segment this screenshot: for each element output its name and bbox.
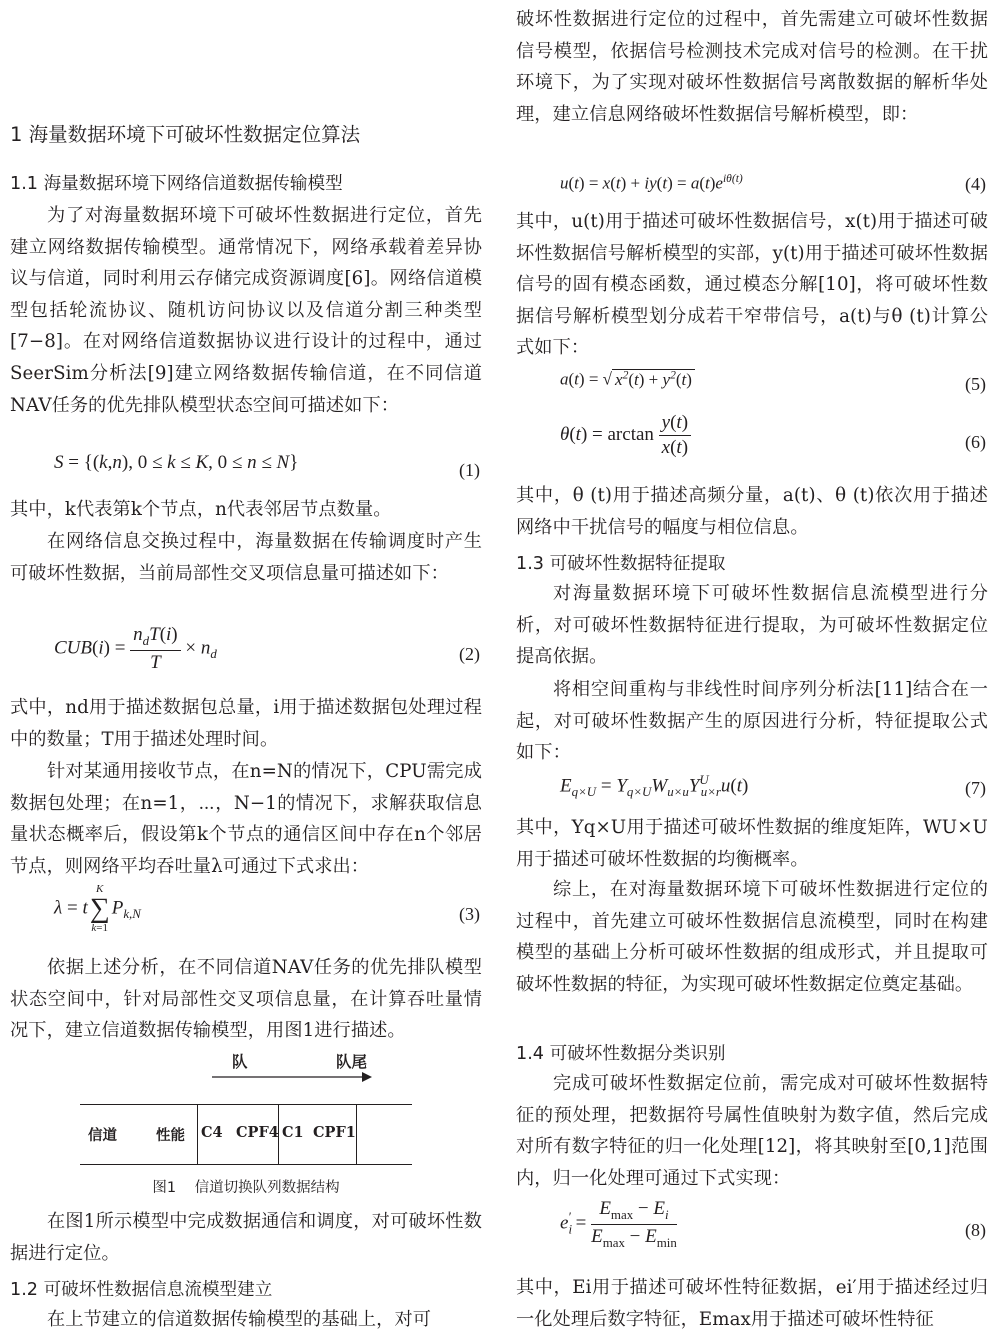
subsection-heading-1-3: 1.3 可破坏性数据特征提取 [516, 554, 726, 574]
paragraph-info-exchange: 在网络信息交换过程中，海量数据在传输调度时产生可破坏性数据，当前局部性交叉项信息量可描述如下： [10, 531, 482, 584]
table-cell-channel: 信道 [88, 1128, 117, 1144]
paragraph-channel-model-intro: 为了对海量数据环境下可破坏性数据进行定位，首先建立网络数据传输模型。通常情况下，网络承载着差异协议与信道，同时利用云存储完成资源调度[6]。网络信道模型包括轮流协议、随机访问协议以及信道分割三种类型[7−8]。在对网络信道数据协议进行设计的过程中，通过SeerSim分析法[9]建立网络数据传输信道，在不同信道NAV任务的优先排队模型状态空间可描述如下： [10, 205, 482, 416]
paragraph-phase-space: 将相空间重构与非线性时间序列分析法[11]结合在一起，对可破坏性数据产生的原因进行分析，特征提取公式如下： [516, 679, 988, 764]
equation-3 [10, 884, 482, 946]
subsection-heading-1-1: 1.1 海量数据环境下网络信道数据传输模型 [10, 174, 343, 194]
paragraph-info-flow-start: 在上节建立的信道数据传输模型的基础上，对可 [47, 1309, 432, 1330]
table-cell-cpf4: CPF4 [236, 1124, 279, 1141]
subsection-heading-1-2: 1.2 可破坏性数据信息流模型建立 [10, 1280, 273, 1300]
table-cell-c4: C4 [201, 1124, 223, 1141]
paragraph-throughput: 针对某通用接收节点，在n=N的情况下，CPU需完成数据包处理；在n=1，⋯，N−1的情况下，求解获取信息量状态概率后，假设第k个节点的通信区间中存在n个邻居节点，则网络平均吞吐量λ可通过下式求出： [10, 761, 482, 877]
table-divider [197, 1104, 198, 1164]
paragraph-eq1-explanation: 其中，k代表第k个节点，n代表邻居节点数量。 [10, 499, 392, 520]
table-divider [356, 1104, 357, 1164]
queue-tail-label: 队尾 [336, 1052, 368, 1071]
equation-8 [516, 1198, 988, 1264]
equation-4-formula: $u(t) = x(t) + iy(t) = a(t)e^{i\theta(t)}$ [560, 172, 743, 193]
table-cell-performance: 性能 [156, 1128, 185, 1144]
equation-1-number: (1) [459, 460, 480, 480]
equation-3-number: (3) [459, 904, 480, 924]
equation-1-formula: S = {(k,n), 0 ≤ k ≤ K, 0 ≤ n ≤ N} [54, 452, 299, 473]
queue-direction-arrow [212, 1070, 372, 1084]
table-cell-c1: C1 [282, 1124, 304, 1141]
equation-5-number: (5) [965, 374, 986, 394]
paragraph-eq8-explanation: 其中，Ei用于描述可破坏性特征数据，ei′用于描述经过归一化处理后数字特征，Emax用于描述可破坏性特征 [516, 1277, 988, 1330]
paragraph-summary: 综上，在对海量数据环境下可破坏性数据进行定位的过程中，首先建立可破坏性数据信息流模型，同时在构建模型的基础上分析可破坏性数据的组成形式，并且提取可破坏性数据的特征，为实现可破坏性数据定位奠定基础。 [516, 879, 988, 995]
equation-7-number: (7) [965, 778, 986, 798]
paragraph-build-model: 依据上述分析，在不同信道NAV任务的优先排队模型状态空间中，针对局部性交叉项信息量，在计算吞吐量情况下，建立信道数据传输模型，用图1进行描述。 [10, 957, 482, 1042]
subsection-heading-1-4: 1.4 可破坏性数据分类识别 [516, 1044, 726, 1064]
table-cell-cpf1: CPF1 [313, 1124, 356, 1141]
equation-4 [516, 172, 988, 202]
paragraph-eq2-explanation: 式中，nd用于描述数据包总量，i用于描述数据包处理过程中的数量；T用于描述处理时间。 [10, 697, 482, 750]
equation-4-number: (4) [965, 174, 986, 194]
equation-7 [516, 772, 988, 806]
left-column [10, 0, 482, 1342]
equation-8-formula: $e_i'$ = $\frac{E_{max} - E_i}{E_{max} - E_{min}}$ [560, 1198, 677, 1250]
paragraph-eq6-explanation: 其中，θ (t)用于描述高频分量，a(t)、θ (t)依次用于描述网络中干扰信号的幅度与相位信息。 [516, 485, 988, 538]
equation-2-number: (2) [459, 644, 480, 664]
right-column [516, 0, 988, 1342]
equation-3-formula: λ = t K ∑ k=1 $P_{k,N}$ [54, 883, 141, 934]
table-bottom-border [80, 1164, 412, 1165]
figure-1-caption: 图1 信道切换队列数据结构 [152, 1180, 340, 1196]
paragraph-eq4-explanation: 其中，u(t)用于描述可破坏性数据信号，x(t)用于描述可破坏性数据信号解析模型的实部，y(t)用于描述可破坏性数据信号的固有模态函数，通过模态分解[10]，将可破坏性数据信号解析模型划分成若干窄带信号，a(t)与θ (t)计算公式如下： [516, 211, 988, 359]
section-heading-1: 1 海量数据环境下可破坏性数据定位算法 [10, 123, 361, 146]
equation-2-formula: CUB(i) = $\frac{n_dT(i)}{T}$ × $n_d$ [54, 624, 217, 673]
paragraph-normalization: 完成可破坏性数据定位前，需完成对可破坏性数据特征的预处理，把数据符号属性值映射为数字值，然后完成对所有数字特征的归一化处理[12]，将其映射至[0,1]范围内，归一化处理可通过下式实现： [516, 1073, 988, 1189]
paragraph-feature-analysis: 对海量数据环境下可破坏性数据信息流模型进行分析，对可破坏性数据特征进行提取，为可破坏性数据定位提高依据。 [516, 583, 988, 668]
equation-6 [516, 412, 988, 472]
figure-1 [10, 1050, 482, 1200]
equation-5 [516, 368, 988, 402]
paragraph-figure-usage: 在图1所示模型中完成数据通信和调度，对可破坏性数据进行定位。 [10, 1211, 482, 1264]
equation-2 [10, 620, 482, 686]
paragraph-eq7-explanation: 其中，Yq×U用于描述可破坏性数据的维度矩阵，WU×U用于描述可破坏性数据的均衡概率。 [516, 817, 988, 870]
paragraph-signal-model: 破坏性数据进行定位的过程中，首先需建立可破坏性数据信号模型，依据信号检测技术完成对信号的检测。在干扰环境下，为了实现对破坏性数据信号离散数据的解析华处理，建立信息网络破坏性数据信号解析模型，即： [516, 9, 988, 125]
equation-6-number: (6) [965, 432, 986, 452]
equation-6-formula: θ(t) = arctan $\frac{y(t)}{x(t)}$ [560, 412, 691, 459]
table-top-border [80, 1104, 412, 1105]
equation-1 [10, 452, 482, 486]
queue-head-label: 队 [232, 1052, 248, 1071]
equation-5-formula: a(t) = √ $x^2(t) + y^2(t)$ [560, 368, 695, 390]
equation-8-number: (8) [965, 1220, 986, 1240]
equation-7-formula: $E_{q\times U} = Y_{q\times U}W_{u\times u}Y^U_{u\times r}u(t)$ [560, 772, 749, 800]
